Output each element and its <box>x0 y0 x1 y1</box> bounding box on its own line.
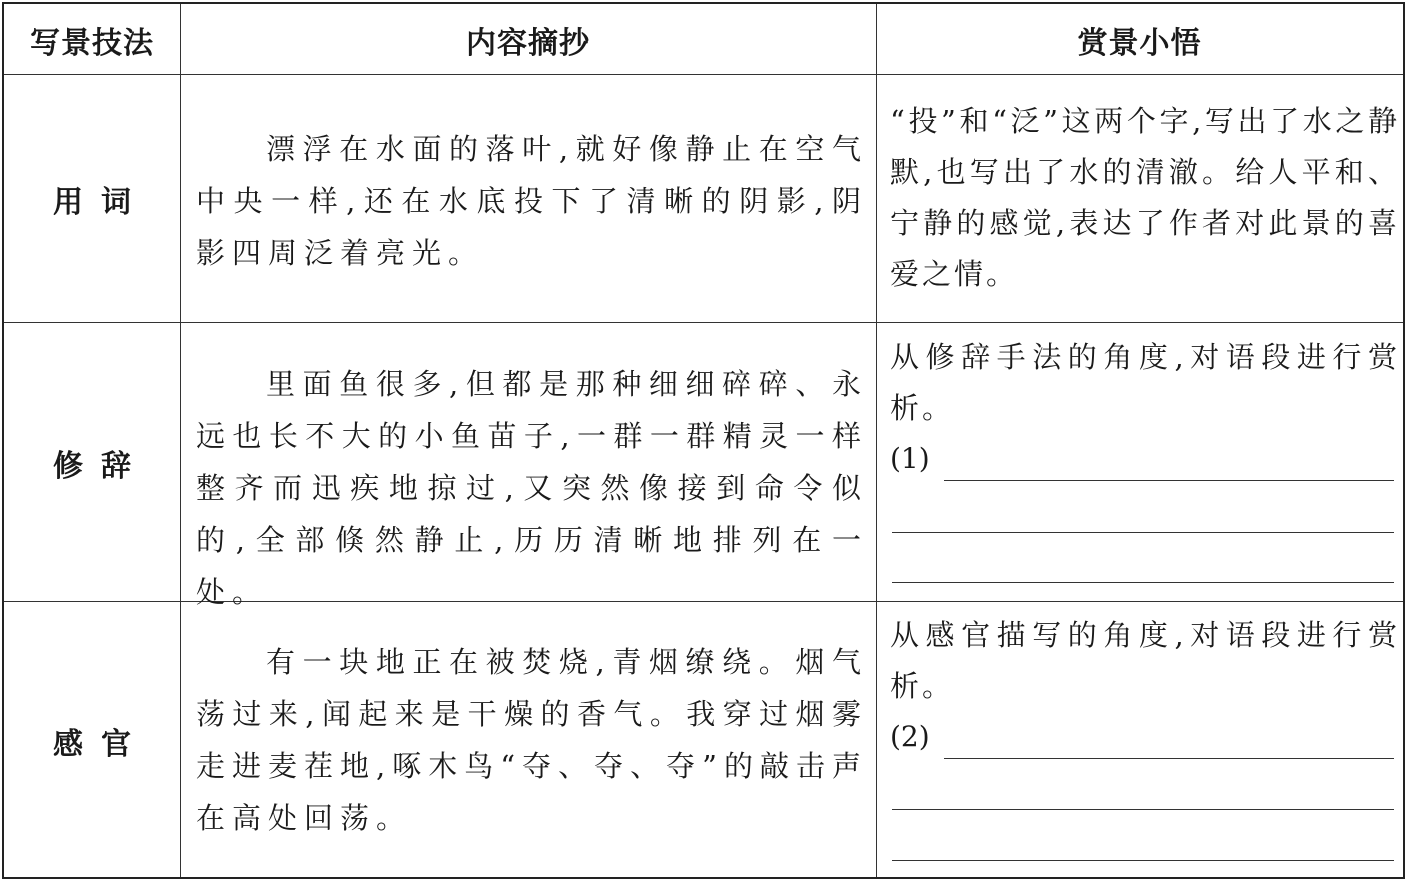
answer-line-1c[interactable] <box>892 582 1394 583</box>
technique-cell-word-choice: 用词 <box>53 185 149 220</box>
answer-line-2b[interactable] <box>892 809 1394 810</box>
blank-label-1: (1) <box>890 442 930 475</box>
technique-cell-rhetoric: 修辞 <box>53 448 149 484</box>
excerpt-cell-rhetoric: 里面鱼很多,但都是那种细细碎碎、永远也长不大的小鱼苗子,一群一群精灵一样整齐而迅疾地掠过,又突然像接到命令似的,全部倏然静止,历历清晰地排列在一处。 <box>196 367 868 609</box>
technique-cell-senses: 感官 <box>53 727 149 762</box>
excerpt-cell-word-choice: 漂浮在水面的落叶,就好像静止在空气中央一样,还在水底投下了清晰的阴影,阴影四周泛着亮光。 <box>196 132 868 270</box>
header-technique: 写景技法 <box>30 26 154 61</box>
appreciation-cell-word-choice: “投”和“泛”这两个字,写出了水之静默,也写出了水的清澈。给人平和、宁静的感觉,表达了作者对此景的喜爱之情。 <box>890 104 1400 291</box>
appreciation-cell-senses: 从感官描写的角度,对语段进行赏析。 <box>890 618 1400 703</box>
header-appreciation: 赏景小悟 <box>1077 26 1202 61</box>
answer-line-2a[interactable] <box>944 758 1394 759</box>
appreciation-cell-rhetoric: 从修辞手法的角度,对语段进行赏析。 <box>890 340 1400 425</box>
row-divider-1 <box>4 322 1403 323</box>
answer-line-1b[interactable] <box>892 532 1394 533</box>
column-divider-1 <box>180 4 181 877</box>
appreciation-table <box>2 2 1405 879</box>
header-excerpt: 内容摘抄 <box>466 26 590 61</box>
excerpt-cell-senses: 有一块地正在被焚烧,青烟缭绕。烟气荡过来,闻起来是干燥的香气。我穿过烟雾走进麦茬地,啄木鸟“夺、夺、夺”的敲击声在高处回荡。 <box>196 645 868 835</box>
answer-line-1a[interactable] <box>944 480 1394 481</box>
column-divider-2 <box>876 4 877 877</box>
blank-label-2: (2) <box>890 720 930 753</box>
answer-line-2c[interactable] <box>892 860 1394 861</box>
